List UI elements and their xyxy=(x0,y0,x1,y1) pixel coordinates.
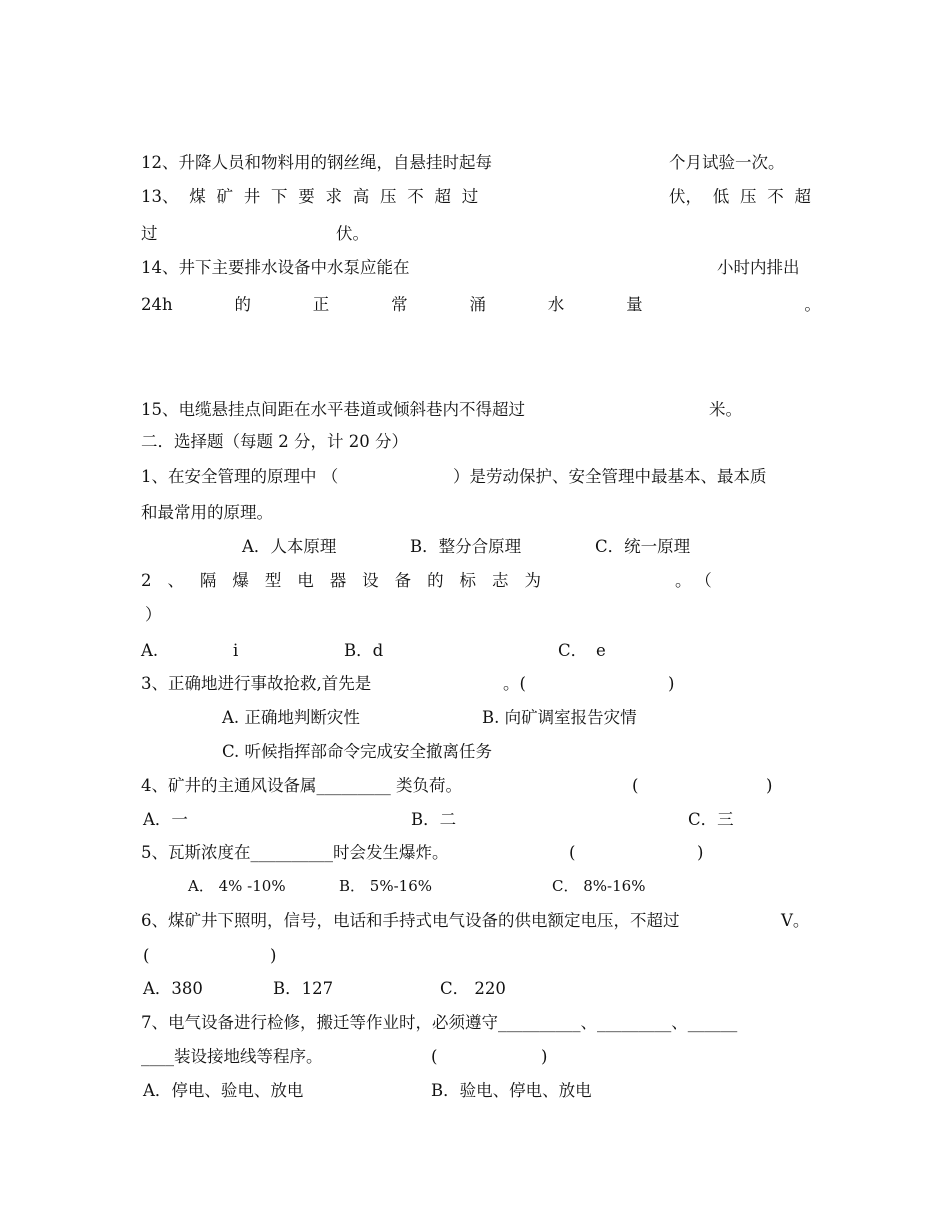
c4-option-b: B．二 xyxy=(411,810,457,829)
c7-option-a: A．停电、验电、放电 xyxy=(143,1081,304,1100)
c2-paren: 。（ xyxy=(675,571,724,590)
section-heading: 二．选择题（每题 2 分，计 20 分） xyxy=(141,432,408,451)
c4-option-a: A．一 xyxy=(143,810,188,829)
c6-paren-close: ) xyxy=(270,946,277,965)
q14-line2: 24h 的 正 常 涌 水 量 。 xyxy=(141,295,821,314)
q13-line2-end: 伏。 xyxy=(336,224,369,243)
c6-text: 6、煤矿井下照明，信号，电话和手持式电气设备的供电额定电压，不超过 xyxy=(141,911,680,930)
q13-line: 13、 煤 矿 井 下 要 求 高 压 不 超 过 伏， 低 压 不 超 xyxy=(141,187,811,206)
c7-paren-open: ( xyxy=(431,1047,438,1066)
c4-paren-close: ) xyxy=(766,776,773,795)
q13-line2-start: 过 xyxy=(141,224,158,243)
q15-text: 15、电缆悬挂点间距在水平巷道或倾斜巷内不得超过 xyxy=(141,400,525,419)
q14-text: 14、井下主要排水设备中水泵应能在 xyxy=(141,258,410,277)
c7-text: 7、电气设备进行检修，搬迁等作业时，必须遵守__________、_________、______ xyxy=(141,1013,738,1032)
q14-text-end: 小时内排出 xyxy=(717,258,800,277)
c2-line: 2 、 隔 爆 型 电 器 设 备 的 标 志 为 xyxy=(141,571,541,590)
c2-option-c-value: e xyxy=(596,641,606,660)
c1-option-c: C．统一原理 xyxy=(595,537,691,556)
q15-text-end: 米。 xyxy=(709,400,742,419)
c6-text-end: V。 xyxy=(781,911,810,930)
c5-option-c: C． 8%-16% xyxy=(552,877,646,895)
q12-text-end: 个月试验一次。 xyxy=(669,153,785,172)
c3-option-c: C. 听候指挥部命令完成安全撤离任务 xyxy=(222,742,493,761)
c3-paren-close: ) xyxy=(668,674,675,693)
c2-option-a-value: i xyxy=(233,641,239,660)
c5-paren-close: ) xyxy=(697,843,704,862)
c4-text: 4、矿井的主通风设备属_________ 类负荷。 xyxy=(141,776,462,795)
c1-text-end: ）是劳动保护、安全管理中最基本、最本质 xyxy=(453,467,767,486)
c7-paren-close: ) xyxy=(541,1047,548,1066)
c6-option-b: B．127 xyxy=(273,979,334,998)
c1-option-a: A．人本原理 xyxy=(242,537,337,556)
c6-paren-open: ( xyxy=(143,946,150,965)
c3-option-a: A. 正确地判断灾性 xyxy=(222,708,360,727)
c7-option-b: B．验电、停电、放电 xyxy=(431,1081,592,1100)
c4-paren-open: ( xyxy=(632,776,639,795)
c5-text: 5、瓦斯浓度在__________时会发生爆炸。 xyxy=(141,843,449,862)
c3-paren-open: 。( xyxy=(503,674,526,693)
c5-option-a: A． 4% -10% xyxy=(188,877,286,895)
c7-text-2: ____装设接地线等程序。 xyxy=(141,1047,323,1066)
q12-text: 12、升降人员和物料用的钢丝绳，自悬挂时起每 xyxy=(141,153,492,172)
c1-option-b: B．整分合原理 xyxy=(410,537,522,556)
c3-text: 3、正确地进行事故抢救,首先是 xyxy=(141,674,372,693)
c1-text: 1、在安全管理的原理中 （ xyxy=(141,467,339,486)
c6-option-c: C． 220 xyxy=(440,979,506,998)
c5-option-b: B． 5%-16% xyxy=(339,877,432,895)
c3-option-b: B. 向矿调室报告灾情 xyxy=(482,708,637,727)
c4-option-c: C．三 xyxy=(688,810,734,829)
c2-paren-close: ） xyxy=(145,605,162,624)
c2-option-b: B．d xyxy=(344,641,384,660)
c5-paren-open: ( xyxy=(569,843,576,862)
c2-option-c: C． xyxy=(558,641,588,660)
c6-option-a: A．380 xyxy=(143,979,203,998)
c1-text-2: 和最常用的原理。 xyxy=(141,503,273,522)
c2-option-a: A. xyxy=(141,641,159,660)
